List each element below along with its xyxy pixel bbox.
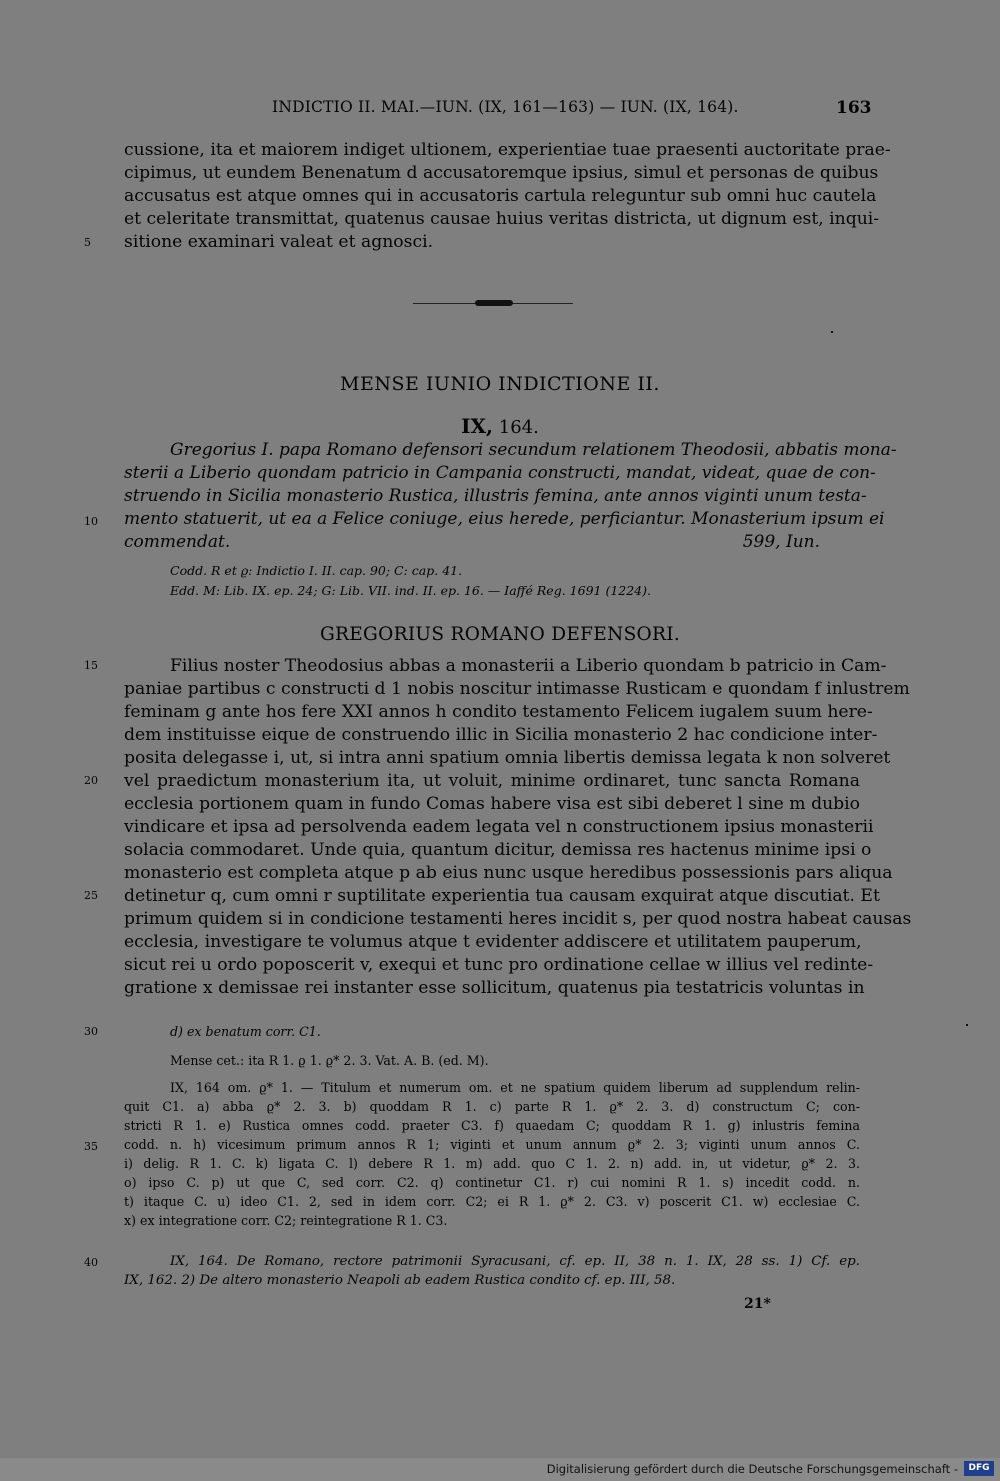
- letter-body: [124, 655, 912, 1000]
- body-line: detinetur q, cum omni r suptilitate experientia tua causam exquirat atque discutiat. Et: [124, 886, 880, 906]
- apparatus-line: IX, 164 om. ϱ* 1. — Titulum et numerum om. et ne spatium quidem liberum ad supplendum relin-: [170, 1080, 860, 1095]
- scan-speck: [966, 1024, 968, 1026]
- letter-number-rest: 164.: [493, 417, 539, 438]
- regest-line: struendo in Sicilia monasterio Rustica, illustris femina, ante annos viginti unum testa-: [124, 486, 867, 506]
- apparatus-line: t) itaque C. u) ideo C1. 2, sed in idem corr. C2; ei R 1. ϱ* 2. C3. v) poscerit C1. w) ecclesiae C.: [124, 1194, 860, 1209]
- text-line: cussione, ita et maiorem indiget ultionem, experientiae tuae praesenti auctoritate prae-: [124, 140, 891, 160]
- body-line: monasterio est completa atque p ab eius nunc usque heredibus possessionis pars aliqua: [124, 863, 893, 883]
- critical-apparatus: [124, 1078, 860, 1230]
- section-title: MENSE IUNIO INDICTIONE II.: [340, 373, 660, 395]
- body-line: feminam g ante hos fere XXI annos h condito testamento Felicem iugalem suum here-: [124, 702, 873, 722]
- text-line: cipimus, ut eundem Benenatum d accusatoremque ipsius, simul et personas de quibus: [124, 163, 879, 183]
- apparatus-line: i) delig. R 1. C. k) ligata C. l) debere R 1. m) add. quo C 1. 2. n) add. in, ut videtur, ϱ* 2. 3.: [124, 1156, 860, 1171]
- regest-line: Gregorius I. papa Romano defensori secundum relationem Theodosii, abbatis mona-: [170, 440, 897, 460]
- text-line: accusatus est atque omnes qui in accusatoris cartula releguntur sub omni huc cautela: [124, 186, 877, 206]
- line-number: 35: [84, 1140, 98, 1153]
- continuation-paragraph: [124, 139, 891, 254]
- regest-line: mento statuerit, ut ea a Felice coniuge, eius herede, perficiantur. Monasterium ipsum ei: [124, 509, 885, 529]
- line-number: 20: [84, 774, 98, 787]
- regest-commendat: commendat.: [124, 532, 231, 552]
- body-line: ecclesia portionem quam in fundo Comas habere visa est sibi deberet l sine m dubio: [124, 794, 860, 814]
- letter-number: [0, 414, 1000, 438]
- section-ornament: [413, 300, 573, 308]
- body-line: vindicare et ipsa ad persolvenda eadem legata vel n constructionem ipsius monasterii: [124, 817, 874, 837]
- apparatus-line: stricti R 1. e) Rustica omnes codd. praeter C3. f) quaedam C; quoddam R 1. g) inlustris femina: [124, 1118, 860, 1133]
- running-title: INDICTIO II. MAI.—IUN. (IX, 161—163) — IUN. (IX, 164).: [272, 98, 739, 116]
- mense-note: Mense cet.: ita R 1. ϱ 1. ϱ* 2. 3. Vat. A. B. (ed. M).: [170, 1053, 489, 1068]
- apparatus-line: x) ex integratione corr. C2; reintegratione R 1. C3.: [124, 1213, 448, 1228]
- body-line: Filius noster Theodosius abbas a monasterii a Liberio quondam b patricio in Cam-: [170, 656, 887, 676]
- letter-number-book: IX,: [461, 414, 494, 438]
- body-line: primum quidem si in condicione testamenti heres incidit s, per quod nostra habeat causas: [124, 909, 912, 929]
- dfg-logo[interactable]: DFG: [964, 1461, 994, 1476]
- body-line: dem instituisse eique de construendo illic in Sicilia monasterio 2 hac condicione inter-: [124, 725, 878, 745]
- editions-line: Edd. M: Lib. IX. ep. 24; G: Lib. VII. ind. II. ep. 16. — Iaffé Reg. 1691 (1224).: [170, 583, 651, 598]
- text-line: sitione examinari valeat et agnosci.: [124, 232, 434, 252]
- apparatus-line: quit C1. a) abba ϱ* 2. 3. b) quoddam R 1. c) parte R 1. ϱ* 2. 3. d) constructum C; con-: [124, 1099, 860, 1114]
- note-line: IX, 164. De Romano, rectore patrimonii Syracusani, cf. ep. II, 38 n. 1. IX, 28 ss. 1) Cf. ep.: [170, 1254, 860, 1269]
- letter-title: GREGORIUS ROMANO DEFENSORI.: [319, 624, 681, 645]
- running-header: [0, 98, 1000, 122]
- line-number: 5: [84, 236, 91, 249]
- line-number: 30: [84, 1025, 98, 1038]
- body-line: sicut rei u ordo poposcerit v, exequi et tunc pro ordinatione cellae w illius vel redinte-: [124, 955, 874, 975]
- regest: [124, 439, 897, 554]
- body-line: vel praedictum monasterium ita, ut voluit, minime ordinaret, tunc sancta Romana: [124, 771, 860, 791]
- body-line: gratione x demissae rei instanter esse sollicitum, quatenus pia testatricis voluntas in: [124, 978, 865, 998]
- apparatus-line: o) ipso C. p) ut que C, sed corr. C2. q) continetur C1. r) cui nomini R 1. s) incedit codd. n.: [124, 1175, 860, 1190]
- regest-date: 599, Iun.: [742, 532, 820, 552]
- text-line: et celeritate transmittat, quatenus causae huius veritas districta, ut dignum est, inqui-: [124, 209, 880, 229]
- footnote-d: d) ex benatum corr. C1.: [170, 1024, 321, 1039]
- line-number: 10: [84, 515, 98, 528]
- funding-note: Digitalisierung gefördert durch die Deutsche Forschungsgemeinschaft -: [546, 1462, 958, 1476]
- line-number: 25: [84, 889, 98, 902]
- line-number: 40: [84, 1256, 98, 1269]
- apparatus-line: codd. n. h) vicesimum primum annos R 1; viginti et unum annum ϱ* 2. 3; viginti unum annos C.: [124, 1137, 860, 1152]
- body-line: ecclesia, investigare te volumus atque t evidenter addiscere et utilitatem pauperum,: [124, 932, 862, 952]
- codices-line: Codd. R et ϱ: Indictio I. II. cap. 90; C: cap. 41.: [170, 563, 463, 578]
- regest-line: sterii a Liberio quondam patricio in Campania constructi, mandat, videat, quae de con-: [124, 463, 876, 483]
- page-number: 163: [836, 98, 872, 118]
- scan-speck: [831, 331, 833, 333]
- regest-last-line: [124, 531, 860, 554]
- body-line: posita delegasse i, ut, si intra anni spatium omnia libertis demissa legata k non solveret: [124, 748, 891, 768]
- historical-notes: [124, 1252, 860, 1290]
- note-line: IX, 162. 2) De altero monasterio Neapoli ab eadem Rustica condito cf. ep. III, 58.: [124, 1273, 676, 1288]
- digitization-footer: [0, 1458, 1000, 1481]
- body-line: solacia commodaret. Unde quia, quantum dicitur, demissa res hactenus minime ipsi o: [124, 840, 872, 860]
- signature-mark: 21*: [744, 1296, 771, 1312]
- line-number: 15: [84, 659, 98, 672]
- body-line: paniae partibus c constructi d 1 nobis noscitur intimasse Rusticam e quondam f inlustrem: [124, 679, 910, 699]
